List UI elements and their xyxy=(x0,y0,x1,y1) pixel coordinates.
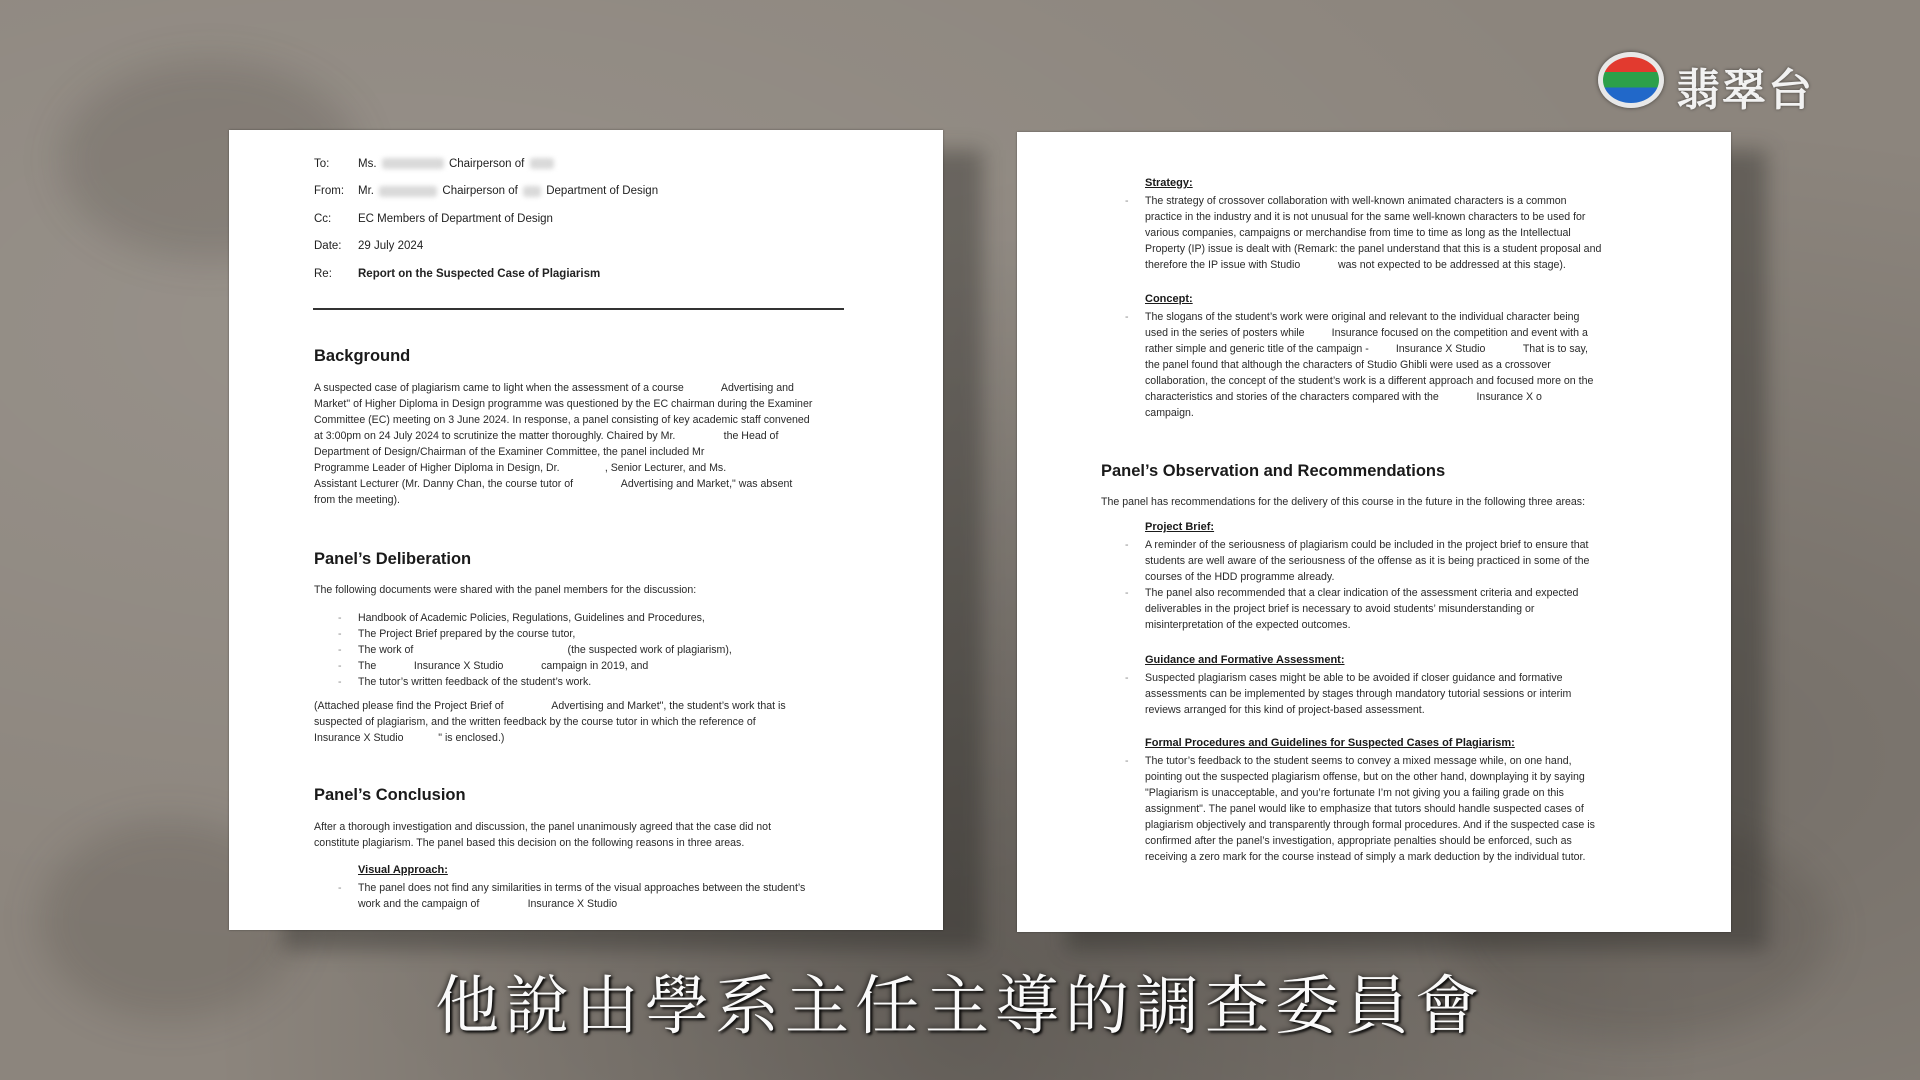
text-line: at 3:00pm on 24 July 2024 to scrutinize the matter thoroughly. Chaired by Mr. the Head of xyxy=(314,430,779,442)
conclusion-paragraph xyxy=(314,819,874,851)
text-line: work and the campaign of Insurance X Studio xyxy=(358,898,652,910)
concept-heading: Concept: xyxy=(1145,293,1193,305)
memo-date-row xyxy=(314,233,658,261)
list-item: - Handbook of Academic Policies, Regulations, Guidelines and Procedures, xyxy=(358,610,858,626)
text-line: - The panel does not find any similarities in terms of the visual approaches between the student’s xyxy=(358,882,806,894)
memo-to-suffix: Chairperson of xyxy=(448,157,525,170)
redacted-text xyxy=(523,186,541,197)
text-line: confirmed after the panel’s investigation, appropriate penalties should be enforced, such as xyxy=(1145,835,1572,847)
text-line: - Suspected plagiarism cases might be able to be avoided if closer guidance and formative xyxy=(1145,672,1563,684)
strategy-list xyxy=(1145,193,1645,273)
text-line: Assistant Lecturer (Mr. Danny Chan, the course tutor of Advertising and Market," was absent xyxy=(314,478,793,490)
text-line: - The tutor’s feedback to the student seems to convey a mixed message while, on one hand, xyxy=(1145,755,1572,767)
text-line: the panel found that although the characters of Studio Ghibli were used as a crossover xyxy=(1145,359,1551,371)
text-line: Property (IP) issue is dealt with (Remark: the panel understand that this is a student proposal and xyxy=(1145,243,1602,255)
background-heading: Background xyxy=(314,347,411,365)
list-item: - The Insurance X Studio campaign in 2019, and xyxy=(358,658,858,674)
redacted-name xyxy=(382,158,444,169)
memo-from-prefix: Mr. xyxy=(358,185,374,198)
observation-heading: Panel’s Observation and Recommendations xyxy=(1101,462,1446,480)
memo-header xyxy=(314,150,658,288)
report-page-left xyxy=(229,130,943,930)
list-item xyxy=(1145,537,1645,585)
strategy-heading: Strategy: xyxy=(1145,177,1193,189)
project-brief-heading: Project Brief: xyxy=(1145,521,1215,533)
text-line: Programme Leader of Higher Diploma in Design, Dr. , Senior Lecturer, and Ms. xyxy=(314,462,727,474)
conclusion-heading: Panel’s Conclusion xyxy=(314,786,466,804)
text-line: from the meeting). xyxy=(314,494,400,506)
text-line: characteristics and stories of the characters compared with the Insurance X o xyxy=(1145,391,1542,403)
text-line: courses of the HDD programme already. xyxy=(1145,571,1335,583)
memo-to-label: To: xyxy=(314,157,330,170)
text-line: Insurance X Studio " is enclosed.) xyxy=(314,732,505,744)
text-line: Market" of Higher Diploma in Design programme was questioned by the EC chairman during the Examiner xyxy=(314,398,813,410)
list-item xyxy=(1145,193,1645,273)
memo-date-value: 29 July 2024 xyxy=(358,240,424,253)
background-paragraph xyxy=(314,380,874,508)
memo-cc-label: Cc: xyxy=(314,212,332,225)
memo-cc-row xyxy=(314,205,658,233)
memo-from-mid: Chairperson of xyxy=(442,185,518,198)
memo-from-label: From: xyxy=(314,185,345,198)
deliberation-intro: The following documents were shared with the panel members for the discussion: xyxy=(314,584,697,596)
text-line: deliverables in the project brief is necessary to avoid students’ misunderstanding or xyxy=(1145,603,1535,615)
report-page-right xyxy=(1017,132,1731,932)
list-item: - The work of (the suspected work of plagiarism), xyxy=(358,642,858,658)
text-line: assignment". The panel would like to emphasize that tutors should handle suspected cases of xyxy=(1145,803,1584,815)
text-line: plagiarism objectively and transparently through formal procedures. And if the suspected case is xyxy=(1145,819,1595,831)
memo-to-row xyxy=(314,150,658,178)
text-line: - The panel also recommended that a clear indication of the assessment criteria and expected xyxy=(1145,587,1579,599)
text-line: rather simple and generic title of the campaign - Insurance X Studio That is to say, xyxy=(1145,343,1588,355)
text-line: reviews arranged for this kind of project-based assessment. xyxy=(1145,704,1425,716)
text-line: assessments can be implemented by stages through mandatory tutorial sessions or interim xyxy=(1145,688,1572,700)
text-line: (Attached please find the Project Brief of Advertising and Market", the student’s work that is xyxy=(314,700,786,712)
visual-approach-heading: Visual Approach: xyxy=(358,864,448,876)
tvb-logo-icon xyxy=(1598,52,1664,108)
list-item: - The tutor’s written feedback of the student’s work. xyxy=(358,674,858,690)
project-brief-list xyxy=(1145,537,1645,633)
text-line: After a thorough investigation and discussion, the panel unanimously agreed that the case did not xyxy=(314,821,772,833)
text-line: practice in the industry and it is not unusual for the same well-known characters to be used for xyxy=(1145,211,1586,223)
memo-date-label: Date: xyxy=(314,240,342,253)
text-line: A suspected case of plagiarism came to light when the assessment of a course Advertising and xyxy=(314,382,794,394)
text-line: - The strategy of crossover collaboration with well-known animated characters is a common xyxy=(1145,195,1567,207)
formal-procedures-list xyxy=(1145,753,1645,865)
text-line: Committee (EC) meeting on 3 June 2024. In response, a panel consisting of key academic staff convened xyxy=(314,414,810,426)
deliberation-list xyxy=(358,610,858,690)
redacted-text xyxy=(530,158,554,169)
observation-intro: The panel has recommendations for the delivery of this course in the future in the following three areas: xyxy=(1101,496,1586,508)
text-line: constitute plagiarism. The panel based this decision on the following reasons in three areas. xyxy=(314,837,745,849)
list-item xyxy=(1145,585,1645,633)
text-line: campaign. xyxy=(1145,407,1194,419)
text-line: students are well aware of the seriousness of the offense as it is being practiced in some of the xyxy=(1145,555,1590,567)
text-line: Department of Design/Chairman of the Examiner Committee, the panel included Mr xyxy=(314,446,705,458)
video-subtitle: 他說由學系主任主導的調查委員會 xyxy=(435,970,1485,1044)
guidance-list xyxy=(1145,670,1645,718)
text-line: receiving a zero mark for the course instead of simply a mark deduction by the individual tutor. xyxy=(1145,851,1586,863)
memo-to-prefix: Ms. xyxy=(358,157,377,170)
memo-re-label: Re: xyxy=(314,267,332,280)
text-line: various companies, campaigns or merchandise from time to time as long as the Intellectual xyxy=(1145,227,1571,239)
memo-re-row xyxy=(314,260,658,288)
text-line: used in the series of posters while Insurance focused on the competition and event with a xyxy=(1145,327,1588,339)
text-line: suspected of plagiarism, and the written feedback by the course tutor in which the reference of xyxy=(314,716,756,728)
formal-procedures-heading: Formal Procedures and Guidelines for Suspected Cases of Plagiarism: xyxy=(1145,737,1515,749)
attached-paragraph xyxy=(314,698,874,746)
text-line: pointing out the suspected plagiarism offense, but on the other hand, downplaying it by saying xyxy=(1145,771,1585,783)
list-item xyxy=(1145,309,1645,421)
text-line: misinterpretation of the expected outcomes. xyxy=(1145,619,1351,631)
deliberation-heading: Panel’s Deliberation xyxy=(314,550,472,568)
concept-list xyxy=(1145,309,1645,421)
list-item xyxy=(1145,753,1645,865)
visual-approach-list xyxy=(358,880,858,912)
channel-name: 翡翠台 xyxy=(1676,65,1814,116)
text-line: - A reminder of the seriousness of plagiarism could be included in the project brief to ensure that xyxy=(1145,539,1589,551)
memo-re-value: Report on the Suspected Case of Plagiarism xyxy=(358,267,601,280)
text-line: collaboration, the concept of the student’s work is a different approach and focused more on the xyxy=(1145,375,1594,387)
memo-from-value xyxy=(358,185,658,197)
list-item xyxy=(358,880,858,912)
text-line: "Plagiarism is unacceptable, and you’re fortunate I’m not giving you a failing grade on this xyxy=(1145,787,1564,799)
memo-cc-value: EC Members of Department of Design xyxy=(358,212,553,225)
memo-from-suffix: Department of Design xyxy=(546,185,659,198)
text-line: - The slogans of the student’s work were original and relevant to the individual character being xyxy=(1145,311,1580,323)
memo-divider xyxy=(313,308,844,310)
list-item: - The Project Brief prepared by the course tutor, xyxy=(358,626,858,642)
text-line: therefore the IP issue with Studio was not expected to be addressed at this stage). xyxy=(1145,259,1566,271)
guidance-heading: Guidance and Formative Assessment: xyxy=(1145,654,1345,666)
tvb-jade-logo xyxy=(1598,48,1838,114)
memo-to-value xyxy=(358,158,556,170)
list-item xyxy=(1145,670,1645,718)
memo-from-row xyxy=(314,178,658,206)
redacted-name xyxy=(379,186,437,197)
